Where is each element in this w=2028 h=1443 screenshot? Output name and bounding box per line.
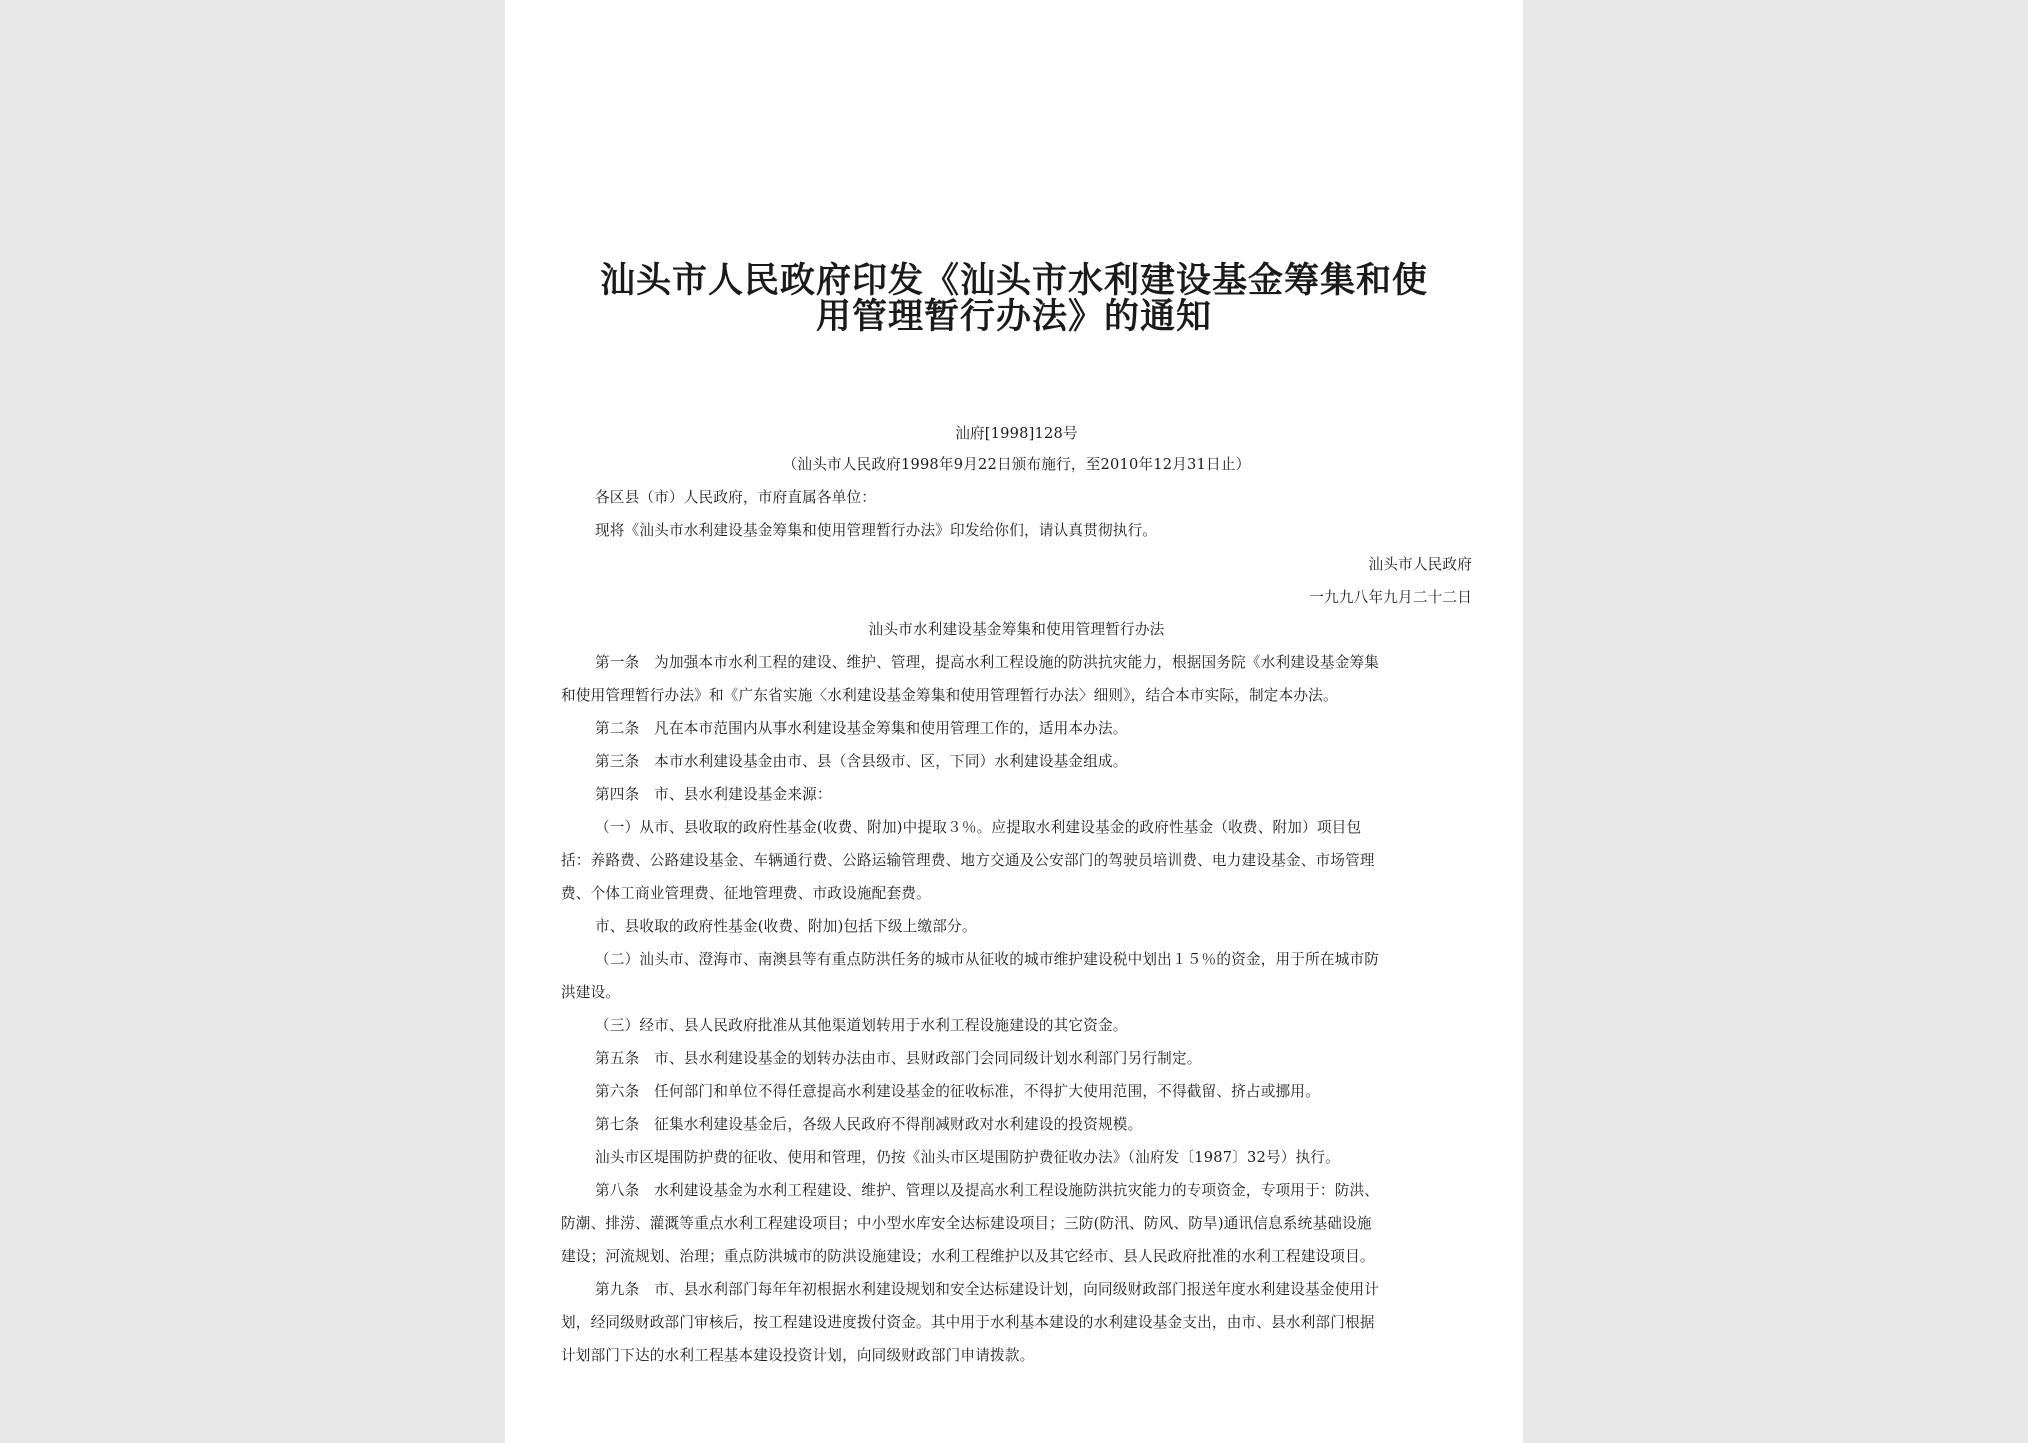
body-line: （一）从市、县收取的政府性基金(收费、附加)中提取３％。应提取水利建设基金的政府性基金（收费、附加）项目包 bbox=[595, 819, 1362, 836]
document-number: 汕府[1998]128号 bbox=[955, 425, 1078, 442]
body-line: 括：养路费、公路建设基金、车辆通行费、公路运输管理费、地方交通及公安部门的驾驶员培训费、电力建设基金、市场管理 bbox=[561, 852, 1375, 869]
body-line: 第六条 任何部门和单位不得任意提高水利建设基金的征收标准，不得扩大使用范围，不得截留、挤占或挪用。 bbox=[595, 1083, 1320, 1100]
body-line: 第一条 为加强本市水利工程的建设、维护、管理，提高水利工程设施的防洪抗灾能力，根据国务院《水利建设基金筹集 bbox=[595, 654, 1380, 671]
validity-note: （汕头市人民政府1998年9月22日颁布施行，至2010年12月31日止） bbox=[782, 456, 1251, 473]
notice-body: 现将《汕头市水利建设基金筹集和使用管理暂行办法》印发给你们，请认真贯彻执行。 bbox=[595, 522, 1158, 539]
body-line: 洪建设。 bbox=[561, 984, 621, 1001]
body-line: 第五条 市、县水利建设基金的划转办法由市、县财政部门会同同级计划水利部门另行制定。 bbox=[595, 1050, 1202, 1067]
addressee: 各区县（市）人民政府，市府直属各单位： bbox=[595, 489, 877, 506]
body-line: 第八条 水利建设基金为水利工程建设、维护、管理以及提高水利工程设施防洪抗灾能力的专项资金，专项用于：防洪、 bbox=[595, 1182, 1380, 1199]
document-page bbox=[505, 0, 1523, 1443]
body-line: 计划部门下达的水利工程基本建设投资计划，向同级财政部门申请拨款。 bbox=[561, 1347, 1035, 1364]
body-line: 防潮、排涝、灌溉等重点水利工程建设项目；中小型水库安全达标建设项目；三防(防汛、防风、防旱)通讯信息系统基础设施 bbox=[561, 1215, 1372, 1232]
measures-title: 汕头市水利建设基金筹集和使用管理暂行办法 bbox=[868, 621, 1165, 638]
body-line: 建设；河流规划、治理；重点防洪城市的防洪设施建设；水利工程维护以及其它经市、县人民政府批准的水利工程建设项目。 bbox=[561, 1248, 1375, 1265]
body-line: 市、县收取的政府性基金(收费、附加)包括下级上缴部分。 bbox=[595, 918, 977, 935]
body-line: 第九条 市、县水利部门每年年初根据水利建设规划和安全达标建设计划，向同级财政部门报送年度水利建设基金使用计 bbox=[595, 1281, 1380, 1298]
body-line: 费、个体工商业管理费、征地管理费、市政设施配套费。 bbox=[561, 885, 931, 902]
body-line: 第七条 征集水利建设基金后，各级人民政府不得削减财政对水利建设的投资规模。 bbox=[595, 1116, 1143, 1133]
body-line: 汕头市区堤围防护费的征收、使用和管理，仍按《汕头市区堤围防护费征收办法》（汕府发〔1987〕32号）执行。 bbox=[595, 1149, 1340, 1166]
body-line: （二）汕头市、澄海市、南澳县等有重点防洪任务的城市从征收的城市维护建设税中划出１５％的资金，用于所在城市防 bbox=[595, 951, 1380, 968]
body-line: 划，经同级财政部门审核后，按工程建设进度拨付资金。其中用于水利基本建设的水利建设基金支出，由市、县水利部门根据 bbox=[561, 1314, 1375, 1331]
document-title-line2: 用管理暂行办法》的通知 bbox=[815, 296, 1212, 337]
body-line: 和使用管理暂行办法》和《广东省实施〈水利建设基金筹集和使用管理暂行办法〉细则》，结合本市实际，制定本办法。 bbox=[561, 687, 1338, 704]
document-title-line1: 汕头市人民政府印发《汕头市水利建设基金筹集和使 bbox=[599, 260, 1428, 301]
issue-date: 一九九八年九月二十二日 bbox=[1309, 589, 1472, 606]
issuer: 汕头市人民政府 bbox=[1368, 556, 1472, 573]
body-line: 第二条 凡在本市范围内从事水利建设基金筹集和使用管理工作的，适用本办法。 bbox=[595, 720, 1128, 737]
body-line: 第三条 本市水利建设基金由市、县（含县级市、区，下同）水利建设基金组成。 bbox=[595, 753, 1128, 770]
body-line: 第四条 市、县水利建设基金来源： bbox=[595, 786, 832, 803]
body-line: （三）经市、县人民政府批准从其他渠道划转用于水利工程设施建设的其它资金。 bbox=[595, 1017, 1128, 1034]
